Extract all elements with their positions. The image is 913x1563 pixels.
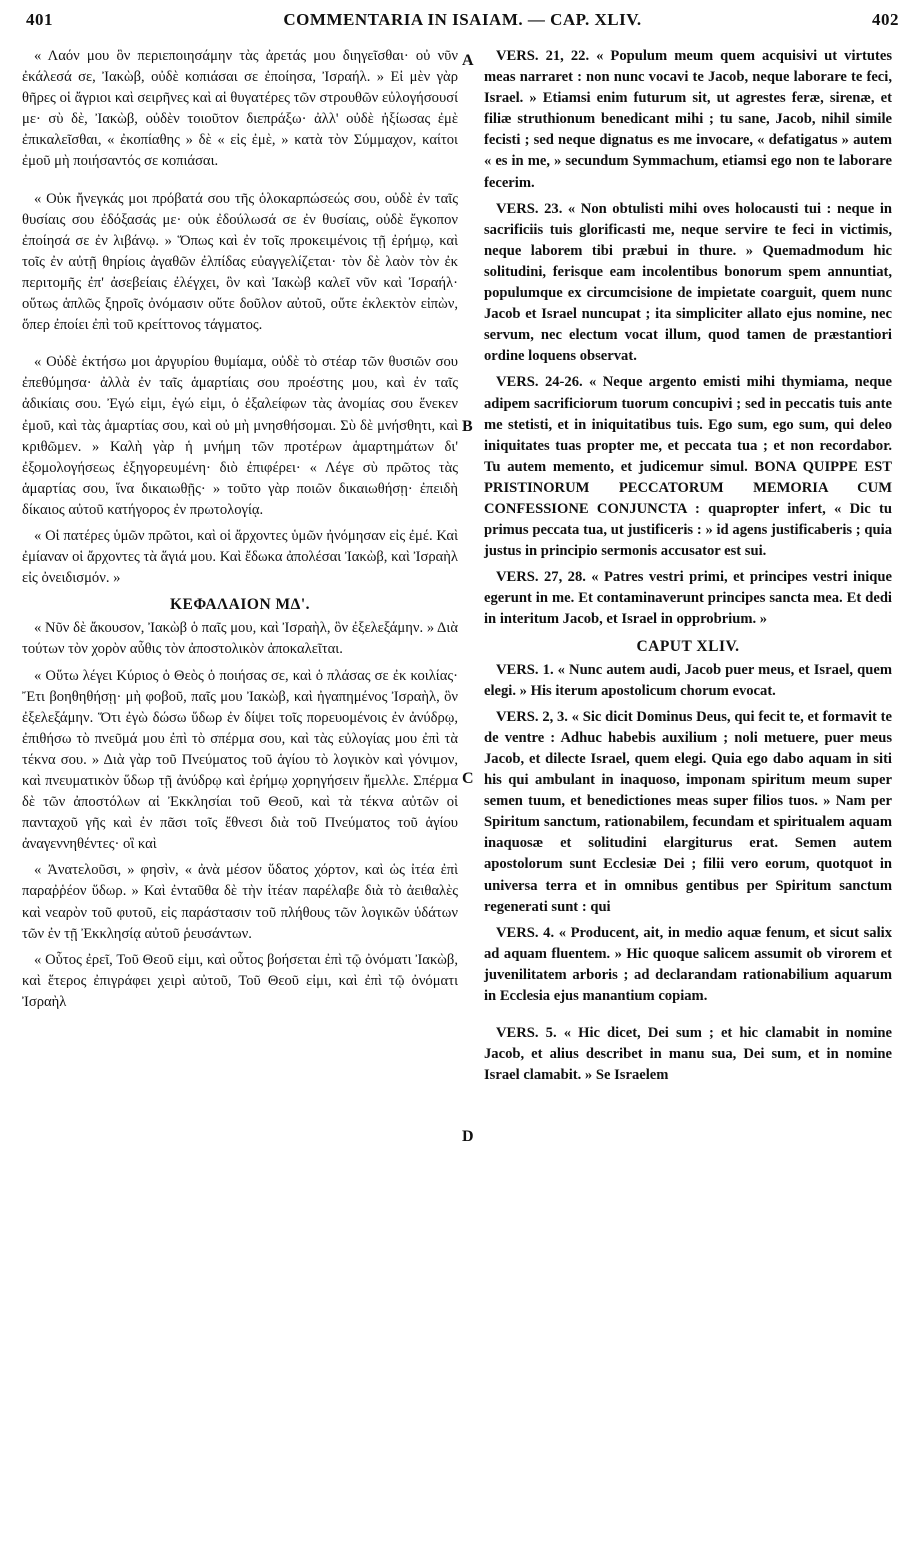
latin-paragraph: VERS. 5. « Hic dicet, Dei sum ; et hic clamabit in nomine Jacob, et alius describet in manu sua, Dei sum, et in nomine Israel clamabit. » Se Israelem	[484, 1025, 892, 1084]
latin-paragraph: VERS. 2, 3. « Sic dicit Dominus Deus, qui fecit te, et formavit te de ventre : Adhuc habebis auxilium ; noli metuere, puer meus Jacob, et dilecte Israel, quem elegi. Quia ego dabo aquam in siti his qui ambulant in inaquoso, imponam spiritum meum super semen tuum, et benedictiones meas super filios tuos. » Nam per Spiritum sanctum, rationabilem, fecundam et spiritualem aquam inaquosæ et solitudini elargiturus erat. Semen autem apostolorum sunt Ecclesiæ Dei ; filii vero eorum, quotquot in universa terra et in omnibus gentibus per Spiritum sanctum regenerati sunt : qui	[484, 708, 892, 915]
greek-paragraph: « Ἀνατελοῦσι, » φησὶν, « ἀνὰ μέσον ὕδατος χόρτον, καὶ ὡς ἰτέα ἐπὶ παραῤῥέον ὕδωρ. » Καὶ ἐνταῦθα δὲ τὴν ἰτέαν παρέλαβε διὰ τὸ ἀειθαλὲς καὶ νεαρὸν τοῦ φυτοῦ, εἰς παράστασιν τοῦ πλήθους τῶν λογικῶν ὑδάτων τῶν ἐν τῇ Ἐκκλησίᾳ αὐτοῦ ῥευσάντων.	[22, 862, 458, 942]
section-marker-a: A	[462, 52, 474, 69]
greek-paragraph: « Οἱ πατέρες ὑμῶν πρῶτοι, καὶ οἱ ἄρχοντες ὑμῶν ἠνόμησαν εἰς ἐμέ. Καὶ ἐμίαναν οἱ ἄρχοντες τὰ ἅγιά μου. Καὶ ἔδωκα ἀπολέσαι Ἰακὼβ, καὶ Ἰσραὴλ εἰς ὀνειδισμόν. »	[22, 527, 458, 587]
latin-paragraph: VERS. 1. « Nunc autem audi, Jacob puer meus, et Israel, quem elegi. » His iterum apostolicum chorum evocat.	[484, 661, 892, 699]
page-number-right: 402	[872, 10, 899, 29]
greek-column	[22, 46, 458, 1018]
running-header	[26, 10, 899, 34]
latin-paragraph: VERS. 4. « Producent, ait, in medio aquæ fenum, et sicut salix ad aquam fluentem. » Hic quoque salicem assumit ob virorem et juvenilitatem arboris ; ad declarandam rationabilium aquarum in Ecclesia ejus manantium copiam.	[484, 924, 892, 1005]
latin-paragraph: VERS. 27, 28. « Patres vestri primi, et principes vestri inique egerunt in me. Et contaminaverunt principes sancta mea. Et dedi in interitum Jacob, et Israel in opprobrium. »	[484, 569, 892, 628]
latin-chapter-heading: CAPUT XLIV.	[636, 637, 740, 655]
latin-column	[484, 46, 892, 1091]
section-marker-b: B	[462, 418, 473, 435]
latin-paragraph: VERS. 21, 22. « Populum meum quem acquisivi ut virtutes meas narraret : non nunc vocavi te Jacob, neque laborare te feci, Israel. » Etiamsi enim futurum sit, ut agrestes feræ, sirenæ, et filiæ struthionum benedicant mihi ; tu sane, Jacob, nihil simile fecisti ; sed neque dignatus es me invocare, « defatigatus » autem « es in me, » secundum Symmachum, etiamsi ego non te laborare fecerim.	[484, 48, 892, 191]
latin-paragraph: VERS. 23. « Non obtulisti mihi oves holocausti tui : neque in sacrificiis tuis glorificasti me, neque servire te feci in victimis, neque laborem tibi præbui in thure. » Quemadmodum hic solitudini, ferisque eam incolentibus bonorum spem annuntiat, populumque ex circumcisione de impietate coarguit, quem nunc Jacob et Israel nuncupat ; ita simpliciter allato ejus nomine, nec servum, nec electum vocat illum, quod tamen de præstantiori ordine loquens observat.	[484, 200, 892, 365]
latin-paragraph: VERS. 24-26. « Neque argento emisti mihi thymiama, neque adipem sacrificiorum tuorum concupivi ; sed in peccatis tuis ante me stetisti, et in iniquitatibus tuis. Ego sum, ego sum, qui deleo iniquitates tuas propter me, et peccata tua ; et non recordabor. Tu autem memento, et judicemur simul. BONA QUIPPE EST PRISTINORUM PECCATORUM MEMORIA CUM CONFESSIONE CONJUNCTA : quapropter infert, « Dic tu primus peccata tua, ut justificeris : » id agens justificaberis ; quia justus in principio sermonis accusator est sui.	[484, 374, 892, 560]
greek-paragraph: « Οὐκ ἤνεγκάς μοι πρόβατά σου τῆς ὁλοκαρπώσεώς σου, οὐδὲ ἐν ταῖς θυσίαις σου ἐδόξασάς με· οὐκ ἐδούλωσά σε ἐν θυσίαις, οὐδὲ ἔγκοπον ἐποίησά σε ἐν λιβάνῳ. » Ὅπως καὶ ἐν τοῖς προκειμένοις τῇ ἐρήμῳ, καὶ τοῖς ἐν αὐτῇ θηρίοις ἀγαθῶν ἐλπίδας εὐαγγελίζεται· τὸν δὲ λαὸν τὸν ἐκ περιτομῆς ἐπ' ἀσεβείαις ἐλέγχει, ὃν καὶ Ἰακὼβ καλεῖ νῦν καὶ Ἰσραήλ· οὕτως ἁπλῶς ξηροῖς ὀνόμασιν οὔτε δοῦλον αὐτοῦ, οὔτε ἐκλεκτὸν εἰπὼν, ὅπερ ἐποίει ἐπὶ τοῦ κρείττονος τάγματος.	[22, 190, 458, 334]
greek-paragraph: « Οὐδὲ ἐκτήσω μοι ἀργυρίου θυμίαμα, οὐδὲ τὸ στέαρ τῶν θυσιῶν σου ἐπεθύμησα· ἀλλὰ ἐν ταῖς ἁμαρτίαις σου προέστης μου, καὶ ἐν ταῖς ἀδικίαις σου. Ἐγώ εἰμι, ἐγώ εἰμι, ὁ ἐξαλείφων τὰς ἀνομίας σου ἕνεκεν ἐμοῦ, καὶ τὰς ἁμαρτίας σου, καὶ οὐ μὴ μνησθήσομαι. Σὺ δὲ μνήσθητι, καὶ κριθῶμεν. » Καλὴ γὰρ ἡ μνήμη τῶν προτέρων ἁμαρτημάτων δι' ἐξομολογήσεως ἐξηγορευμένη· διὸ ἐπιφέρει· « Λέγε σὺ πρῶτος τὰς ἁμαρτίας σου, ἵνα δικαιωθῇς· » τοῦτο γὰρ ποιῶν δικαιωθήσῃ· ἐπειδὴ δίκαιος αὐτοῦ κατήγορος ἐν πρωτολογίᾳ.	[22, 354, 458, 518]
running-title: COMMENTARIA IN ISAIAM. — CAP. XLIV.	[283, 10, 642, 29]
greek-paragraph: « Νῦν δὲ ἄκουσον, Ἰακὼβ ὁ παῖς μου, καὶ Ἰσραὴλ, ὃν ἐξελεξάμην. » Διὰ τούτων τὸν χορὸν αὖθις τὸν ἀποστολικὸν ἀποκαλεῖται.	[22, 620, 458, 658]
section-marker-d: D	[462, 1128, 474, 1145]
greek-chapter-heading: ΚΕΦΑΛΑΙΟΝ ΜΔ'.	[169, 596, 311, 614]
greek-paragraph: « Οὕτω λέγει Κύριος ὁ Θεὸς ὁ ποιήσας σε, καὶ ὁ πλάσας σε ἐκ κοιλίας· Ἔτι βοηθηθήσῃ· μὴ φοβοῦ, παῖς μου Ἰακὼβ, καὶ ἠγαπημένος Ἰσραὴλ, ὃν ἐξελεξάμην. Ὅτι ἐγὼ δώσω ὕδωρ ἐν δίψει τοῖς πορευομένοις ἐν ἀνύδρῳ, ἐπιθήσω τὸ πνεῦμά μου ἐπὶ τὸ σπέρμα σου, καὶ τὰς εὐλογίας μου ἐπὶ τὰ τέκνα σου. » Διὰ γὰρ τοῦ Πνεύματος τοῦ ἁγίου τὸ λογικὸν καὶ γόνιμον, καὶ πνευματικὸν ὕδωρ τῇ ἀνύδρῳ καὶ ἐρήμῳ χορηγήσειν ἤμελλε. Σπέρμα δὲ τῶν ἀποστόλων αἱ Ἐκκλησίαι τοῦ Θεοῦ, καὶ τὰ τέκνα αὐτῶν οἱ πανταχοῦ γῆς καὶ ἐν πᾶσι τοῖς ἔθνεσι διὰ τοῦ Πνεύματος τοῦ ἁγίου ἀναγεννηθέντες· οἳ καὶ	[22, 667, 458, 853]
greek-paragraph: « Οὗτος ἐρεῖ, Τοῦ Θεοῦ εἰμι, καὶ οὗτος βοήσεται ἐπὶ τῷ ὀνόματι Ἰακὼβ, καὶ ἕτερος ἐπιγράφει χειρὶ αὐτοῦ, Τοῦ Θεοῦ εἰμι, καὶ ἐπὶ τῷ ὀνόματι Ἰσραὴλ	[22, 951, 458, 1010]
page-number-left: 401	[26, 10, 53, 29]
greek-paragraph: « Λαόν μου ὃν περιεποιησάμην τὰς ἀρετάς μου διηγεῖσθαι· οὐ νῦν ἐκάλεσά σε, Ἰακὼβ, οὐδὲ κοπιάσαι σε ἐποίησα, Ἰσραήλ. » Εἰ μὲν γὰρ θῆρες οἱ ἄγριοι καὶ σειρῆνες καὶ αἱ θυγατέρες τῶν στρουθῶν εὐλογήσουσί με· σὺ δὲ, Ἰακὼβ, οὐδὲν τοιοῦτον διεπράξω· ἀλλ' οὐδὲ ἠξίωσας ἐμὲ ἐπικαλεῖσθαι, « ἐκοπίαθης » δὲ « εἰς ἐμὲ, » κατὰ τὸν Σύμμαχον, καίτοι ἐμοῦ μὴ ποιήσαντός σε κοπιάσαι.	[22, 48, 458, 170]
section-marker-c: C	[462, 770, 474, 787]
